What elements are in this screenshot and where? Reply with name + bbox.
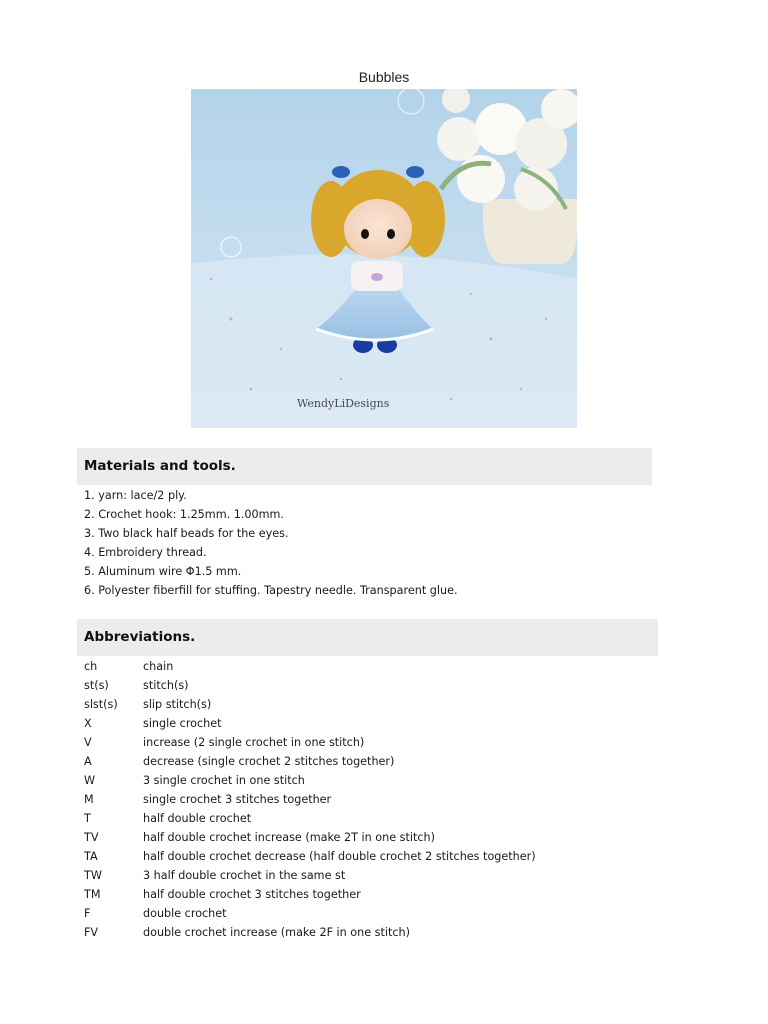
- photo-watermark: WendyLiDesigns: [297, 397, 390, 410]
- list-item: 2. Crochet hook: 1.25mm. 1.00mm.: [84, 508, 284, 521]
- abbreviation-description: single crochet: [143, 717, 222, 730]
- abbreviation-description: double crochet increase (make 2F in one stitch): [143, 926, 411, 939]
- abbreviation-code: X: [84, 717, 92, 730]
- abbreviation-code: TM: [84, 888, 101, 901]
- abbreviation-description: 3 half double crochet in the same st: [143, 869, 346, 882]
- list-item: 4. Embroidery thread.: [84, 546, 207, 559]
- list-item: 3. Two black half beads for the eyes.: [84, 527, 289, 540]
- abbreviation-description: increase (2 single crochet in one stitch): [143, 736, 365, 749]
- abbreviation-description: double crochet: [143, 907, 227, 920]
- abbreviation-code: TW: [84, 869, 102, 882]
- document-title: Bubbles: [358, 69, 410, 85]
- abbreviation-code: W: [84, 774, 96, 787]
- list-item: 1. yarn: lace/2 ply.: [84, 489, 187, 502]
- abbreviation-description: chain: [143, 660, 174, 673]
- abbreviation-code: TA: [84, 850, 98, 863]
- abbreviation-code: M: [84, 793, 94, 806]
- abbreviation-code: V: [84, 736, 92, 749]
- abbreviation-code: T: [84, 812, 91, 825]
- abbreviation-code: slst(s): [84, 698, 118, 711]
- abbreviation-code: A: [84, 755, 92, 768]
- abbreviation-description: decrease (single crochet 2 stitches together): [143, 755, 395, 768]
- abbreviation-code: TV: [84, 831, 99, 844]
- list-item: 6. Polyester fiberfill for stuffing. Tapestry needle. Transparent glue.: [84, 584, 458, 597]
- abbreviation-description: half double crochet 3 stitches together: [143, 888, 361, 901]
- abbreviation-description: half double crochet decrease (half double crochet 2 stitches together): [143, 850, 536, 863]
- abbreviation-description: slip stitch(s): [143, 698, 212, 711]
- abbreviation-description: 3 single crochet in one stitch: [143, 774, 305, 787]
- abbreviation-code: FV: [84, 926, 99, 939]
- abbreviation-code: F: [84, 907, 91, 920]
- abbreviation-description: half double crochet increase (make 2T in one stitch): [143, 831, 435, 844]
- materials-list: [84, 486, 458, 600]
- abbreviation-description: stitch(s): [143, 679, 189, 692]
- abbreviation-code: st(s): [84, 679, 109, 692]
- materials-heading: Materials and tools.: [77, 448, 652, 485]
- doll-photo: [191, 89, 577, 428]
- abbreviation-code: ch: [84, 660, 98, 673]
- abbreviation-description: half double crochet: [143, 812, 252, 825]
- list-item: 5. Aluminum wire Φ1.5 mm.: [84, 565, 242, 578]
- abbreviations-heading: Abbreviations.: [77, 619, 658, 656]
- abbreviation-description: single crochet 3 stitches together: [143, 793, 332, 806]
